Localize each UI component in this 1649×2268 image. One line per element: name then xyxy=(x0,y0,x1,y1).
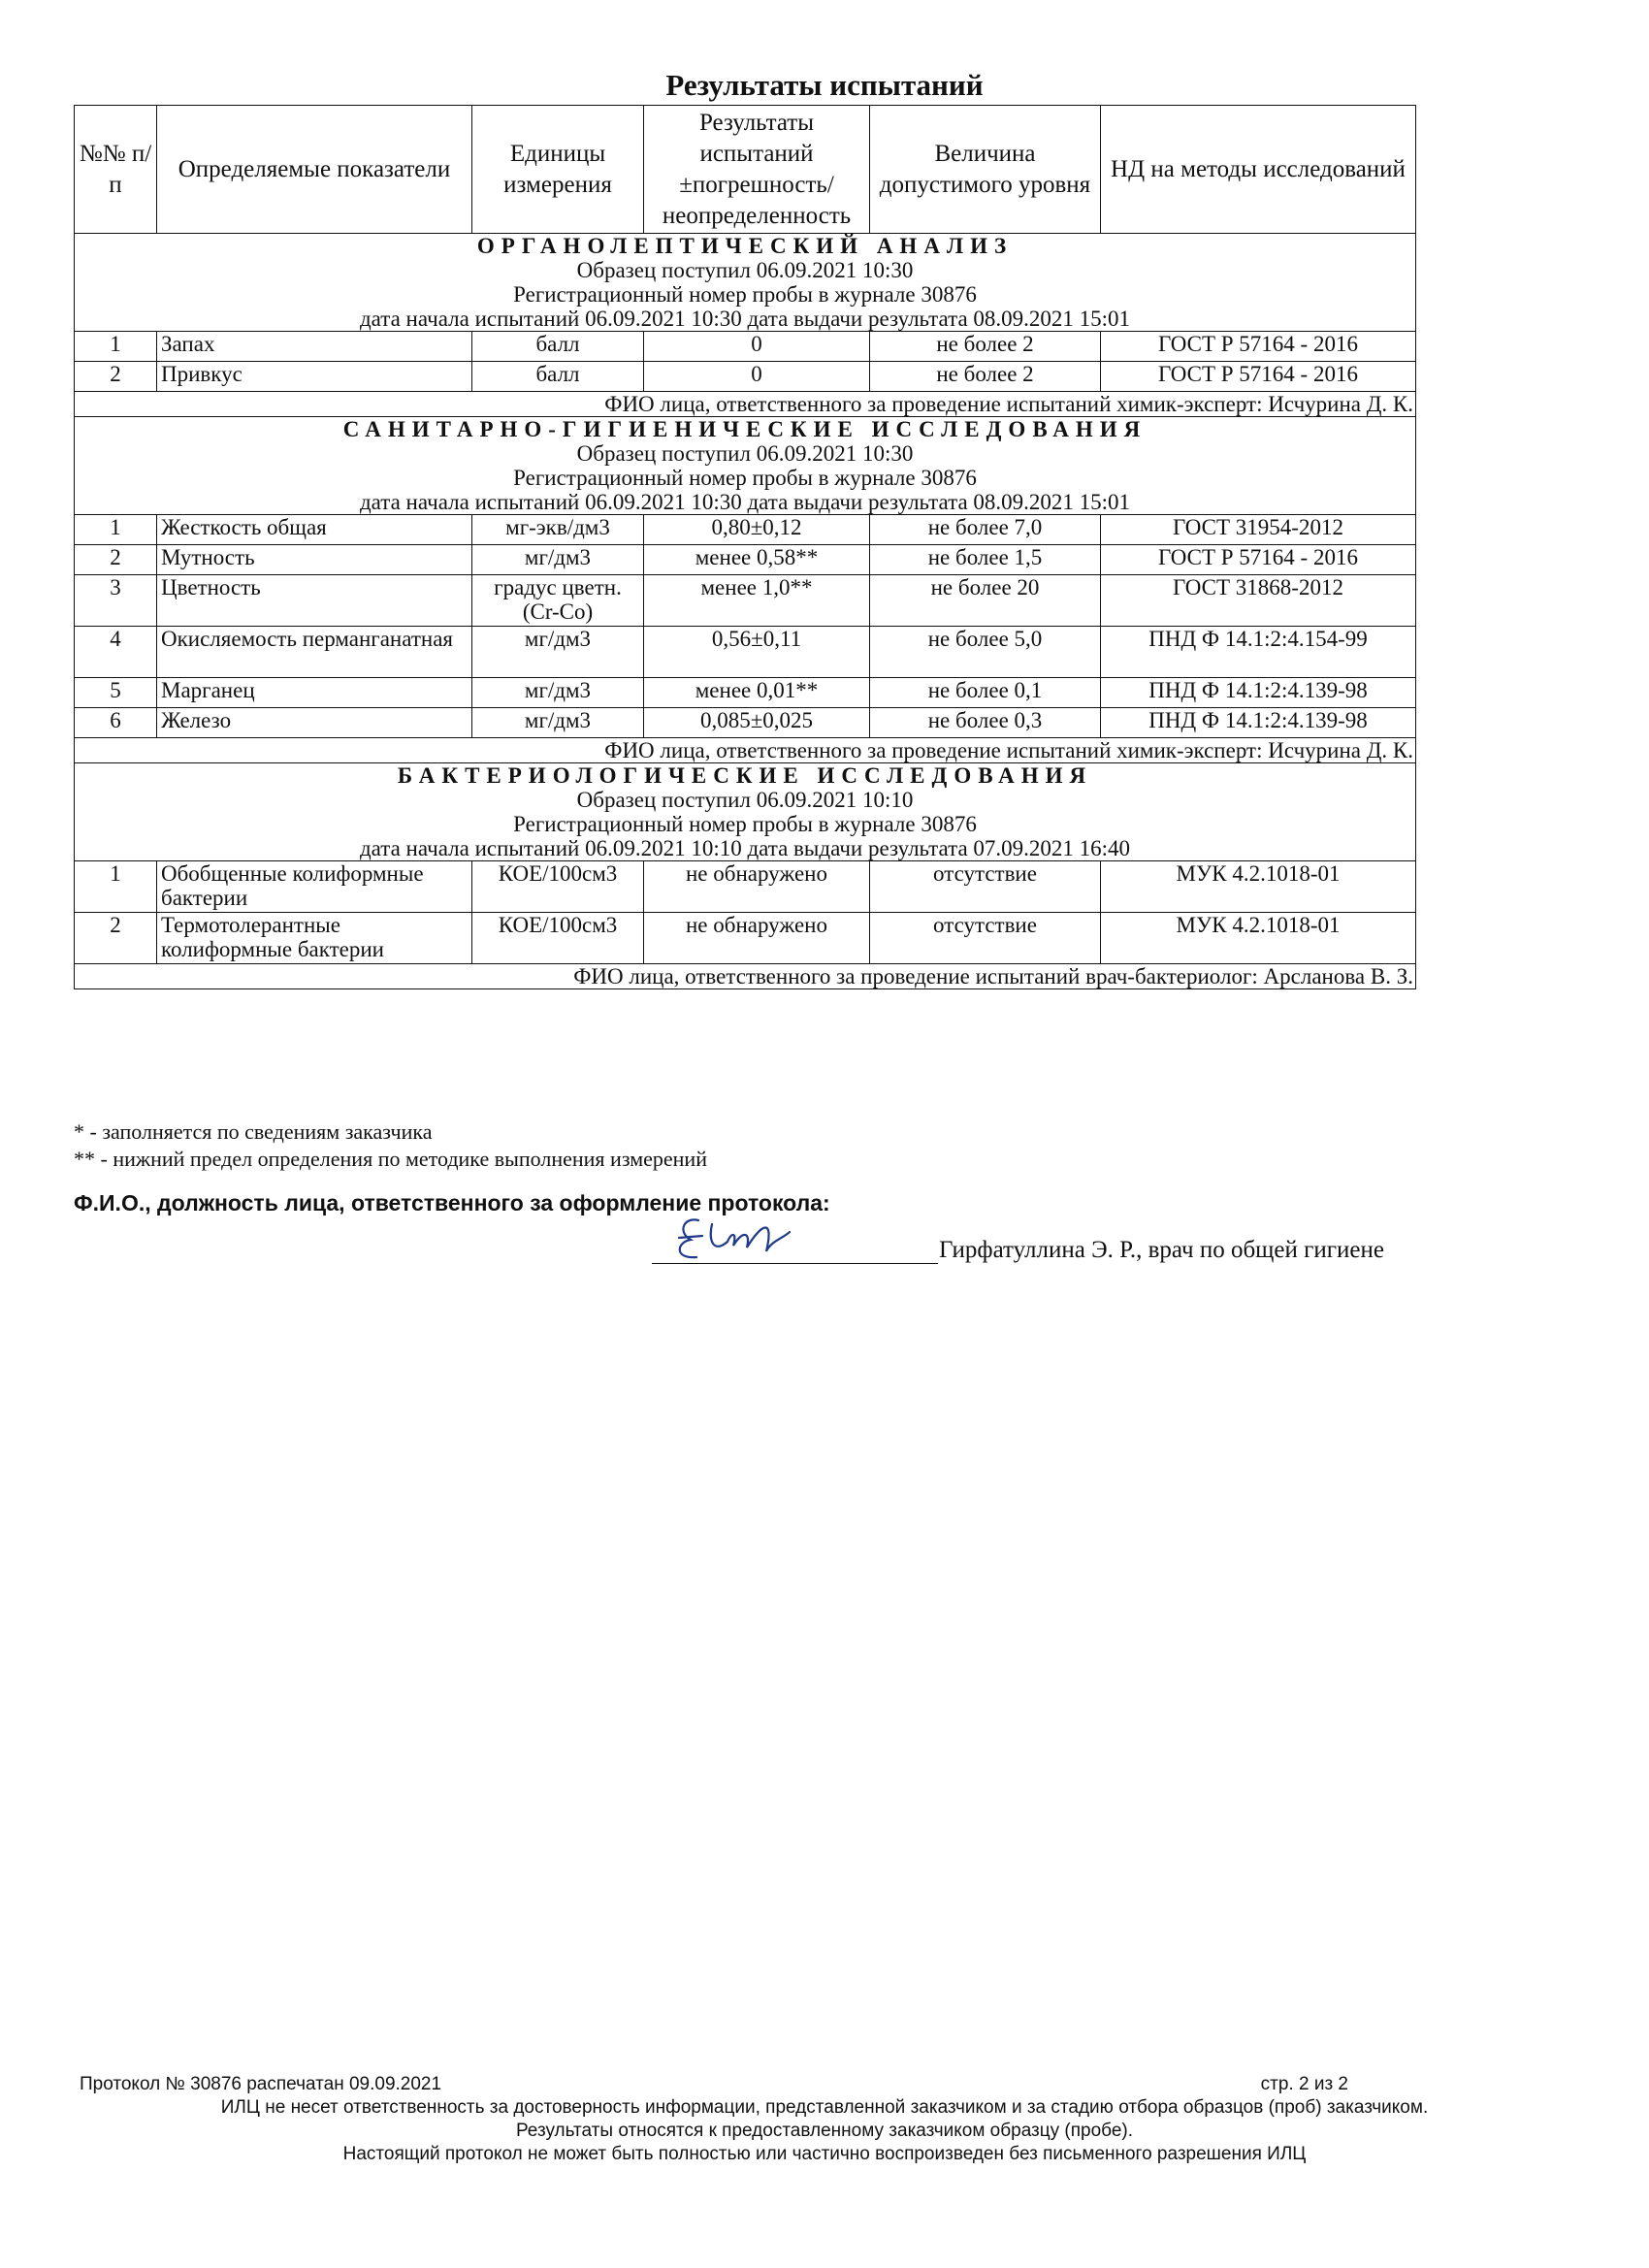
section-dates: дата начала испытаний 06.09.2021 10:30 дата выдачи результата 08.09.2021 15:01 xyxy=(359,490,1131,514)
cell-unit: балл xyxy=(472,362,644,392)
section-title: ОРГАНОЛЕПТИЧЕСКИЙ АНАЛИЗ xyxy=(476,234,1014,258)
cell-indicator: Обобщенные колиформные бактерии xyxy=(157,861,472,913)
cell-limit: не более 0,1 xyxy=(870,678,1101,708)
cell-indicator: Термотолерантные колиформные бактерии xyxy=(157,913,472,964)
cell-num: 1 xyxy=(75,332,157,362)
cell-unit: мг/дм3 xyxy=(472,627,644,678)
header-indicator: Определяемые показатели xyxy=(157,106,472,234)
footer-disclaimer-2: Результаты относятся к предоставленному заказчиком образцу (пробе). xyxy=(515,2121,1134,2141)
signature-label: Ф.И.О., должность лица, ответственного за оформление протокола: xyxy=(74,1190,830,1215)
cell-num: 4 xyxy=(75,627,157,678)
cell-limit: не более 1,5 xyxy=(870,545,1101,575)
section-received: Образец поступил 06.09.2021 10:30 xyxy=(576,441,914,466)
cell-unit: КОЕ/100см3 xyxy=(472,913,644,964)
responsible-person: ФИО лица, ответственного за проведение испытаний врач-бактериолог: Арсланова В. З. xyxy=(75,964,1416,989)
footnote-detection-limit: ** - нижний предел определения по методике выполнения измерений xyxy=(74,1147,707,1171)
footer-disclaimer-1: ИЛЦ не несет ответственность за достоверность информации, представленной заказчиком и за стадию отбора образцов (проб) заказчиком. xyxy=(220,2097,1429,2118)
cell-limit: не более 20 xyxy=(870,575,1101,627)
table-row xyxy=(75,627,1416,678)
cell-result: 0,80±0,12 xyxy=(644,515,870,545)
responsible-row xyxy=(75,738,1416,763)
responsible-person: ФИО лица, ответственного за проведение испытаний химик-эксперт: Исчурина Д. К. xyxy=(75,738,1416,763)
cell-method: ПНД Ф 14.1:2:4.139-98 xyxy=(1101,678,1416,708)
cell-limit: отсутствие xyxy=(870,913,1101,964)
header-units: Единицы измерения xyxy=(472,106,644,234)
cell-method: ГОСТ 31954-2012 xyxy=(1101,515,1416,545)
cell-num: 2 xyxy=(75,362,157,392)
section-title: БАКТЕРИОЛОГИЧЕСКИЕ ИССЛЕДОВАНИЯ xyxy=(397,763,1093,788)
responsible-person: ФИО лица, ответственного за проведение испытаний химик-эксперт: Исчурина Д. К. xyxy=(75,392,1416,417)
cell-limit: отсутствие xyxy=(870,861,1101,913)
section-header xyxy=(75,234,1416,332)
table-row xyxy=(75,708,1416,738)
cell-result: 0 xyxy=(644,332,870,362)
table-row xyxy=(75,545,1416,575)
footer-page-number: стр. 2 из 2 xyxy=(1260,2074,1348,2094)
cell-indicator: Окисляемость перманганатная xyxy=(157,627,472,678)
section-dates: дата начала испытаний 06.09.2021 10:10 дата выдачи результата 07.09.2021 16:40 xyxy=(359,836,1131,860)
table-row xyxy=(75,913,1416,964)
cell-method: ГОСТ 31868-2012 xyxy=(1101,575,1416,627)
cell-result: менее 1,0** xyxy=(644,575,870,627)
cell-limit: не более 2 xyxy=(870,362,1101,392)
cell-unit: КОЕ/100см3 xyxy=(472,861,644,913)
cell-method: МУК 4.2.1018-01 xyxy=(1101,913,1416,964)
table-header-row xyxy=(75,106,1416,234)
responsible-row xyxy=(75,964,1416,989)
cell-limit: не более 7,0 xyxy=(870,515,1101,545)
header-results: Результаты испытаний ±погрешность/ неопределенность xyxy=(644,106,870,234)
section-header xyxy=(75,417,1416,515)
cell-num: 2 xyxy=(75,913,157,964)
results-table xyxy=(74,105,1416,989)
cell-result: 0,56±0,11 xyxy=(644,627,870,678)
cell-indicator: Запах xyxy=(157,332,472,362)
section-received: Образец поступил 06.09.2021 10:10 xyxy=(576,788,914,812)
cell-indicator: Железо xyxy=(157,708,472,738)
handwritten-signature xyxy=(669,1203,824,1271)
cell-indicator: Мутность xyxy=(157,545,472,575)
responsible-row xyxy=(75,392,1416,417)
table-row xyxy=(75,362,1416,392)
section-received: Образец поступил 06.09.2021 10:30 xyxy=(576,258,914,282)
cell-unit: мг/дм3 xyxy=(472,708,644,738)
signature-line xyxy=(652,1263,938,1264)
cell-method: ПНД Ф 14.1:2:4.139-98 xyxy=(1101,708,1416,738)
cell-num: 3 xyxy=(75,575,157,627)
cell-unit: балл xyxy=(472,332,644,362)
cell-method: ГОСТ Р 57164 - 2016 xyxy=(1101,545,1416,575)
header-num: №№ п/п xyxy=(75,106,157,234)
cell-result: 0 xyxy=(644,362,870,392)
section-reg-number: Регистрационный номер пробы в журнале 30876 xyxy=(513,282,977,307)
cell-num: 1 xyxy=(75,861,157,913)
table-row xyxy=(75,515,1416,545)
cell-indicator: Марганец xyxy=(157,678,472,708)
cell-result: не обнаружено xyxy=(644,861,870,913)
cell-method: ПНД Ф 14.1:2:4.154-99 xyxy=(1101,627,1416,678)
page-title: Результаты испытаний xyxy=(665,68,984,102)
section-reg-number: Регистрационный номер пробы в журнале 30876 xyxy=(513,466,977,490)
cell-unit: мг/дм3 xyxy=(472,678,644,708)
signatory-name: Гирфатуллина Э. Р., врач по общей гигиене xyxy=(939,1237,1384,1263)
cell-indicator: Привкус xyxy=(157,362,472,392)
cell-unit: градус цветн.(Cr-Co) xyxy=(472,575,644,627)
cell-num: 6 xyxy=(75,708,157,738)
section-title: САНИТАРНО-ГИГИЕНИЧЕСКИЕ ИССЛЕДОВАНИЯ xyxy=(342,417,1148,441)
cell-unit: мг-экв/дм3 xyxy=(472,515,644,545)
section-dates: дата начала испытаний 06.09.2021 10:30 дата выдачи результата 08.09.2021 15:01 xyxy=(359,307,1131,331)
cell-indicator: Жесткость общая xyxy=(157,515,472,545)
section-header xyxy=(75,763,1416,861)
cell-indicator: Цветность xyxy=(157,575,472,627)
cell-limit: не более 0,3 xyxy=(870,708,1101,738)
table-row xyxy=(75,332,1416,362)
cell-limit: не более 5,0 xyxy=(870,627,1101,678)
cell-num: 2 xyxy=(75,545,157,575)
table-row xyxy=(75,861,1416,913)
table-row xyxy=(75,575,1416,627)
cell-num: 5 xyxy=(75,678,157,708)
cell-result: менее 0,01** xyxy=(644,678,870,708)
header-limit: Величина допустимого уровня xyxy=(870,106,1101,234)
footnote-customer: * - заполняется по сведениям заказчика xyxy=(74,1119,433,1144)
cell-method: ГОСТ Р 57164 - 2016 xyxy=(1101,362,1416,392)
cell-method: МУК 4.2.1018-01 xyxy=(1101,861,1416,913)
header-method: НД на методы исследований xyxy=(1101,106,1416,234)
footer-protocol: Протокол № 30876 распечатан 09.09.2021 xyxy=(80,2074,442,2094)
cell-limit: не более 2 xyxy=(870,332,1101,362)
cell-unit: мг/дм3 xyxy=(472,545,644,575)
cell-result: не обнаружено xyxy=(644,913,870,964)
cell-result: 0,085±0,025 xyxy=(644,708,870,738)
cell-num: 1 xyxy=(75,515,157,545)
footer-disclaimer-3: Настоящий протокол не может быть полностью или частично воспроизведен без письменного разрешения ИЛЦ xyxy=(342,2144,1307,2164)
table-row xyxy=(75,678,1416,708)
cell-method: ГОСТ Р 57164 - 2016 xyxy=(1101,332,1416,362)
cell-result: менее 0,58** xyxy=(644,545,870,575)
section-reg-number: Регистрационный номер пробы в журнале 30876 xyxy=(513,812,977,836)
